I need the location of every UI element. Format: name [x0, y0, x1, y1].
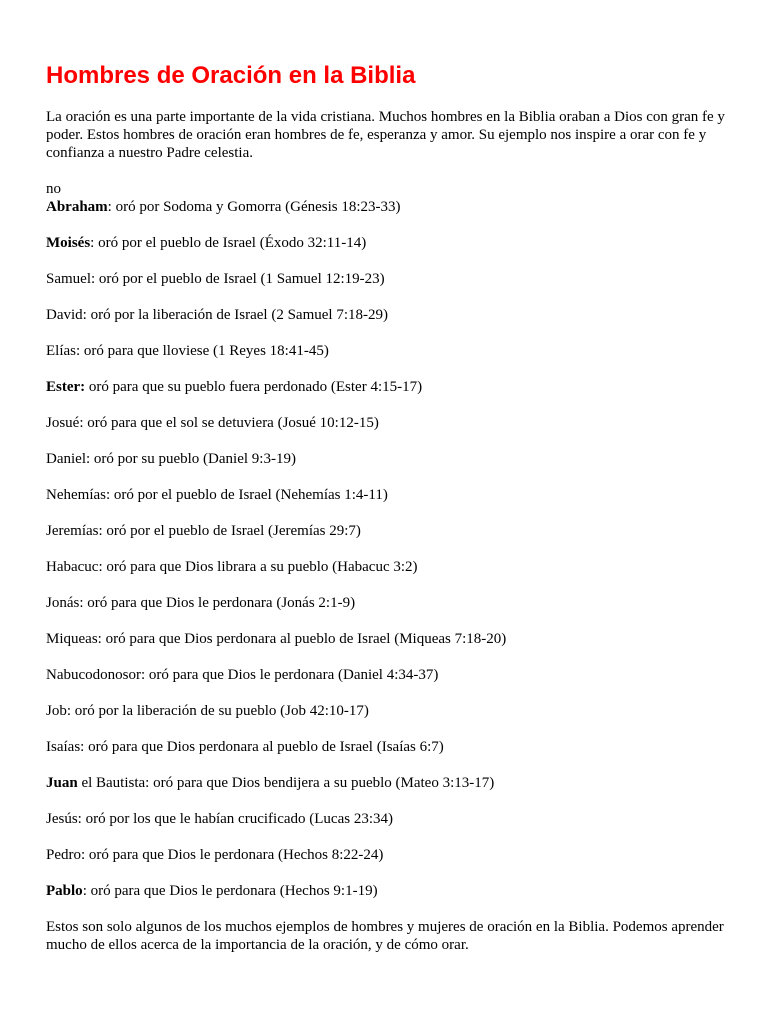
list-item [46, 666, 736, 684]
list-item [46, 702, 736, 720]
list-item [46, 306, 736, 324]
list-item [46, 882, 736, 900]
prayer-description: : oró para que Dios le perdonara (Hechos 9:1-19) [82, 883, 378, 899]
page-title: Hombres de Oración en la Biblia [46, 62, 416, 89]
person-name: Pablo [46, 883, 83, 899]
list-item [46, 630, 736, 648]
prayer-description: Nabucodonosor: oró para que Dios le perdonara (Daniel 4:34-37) [46, 667, 439, 683]
list-item [46, 810, 736, 828]
prayer-description: Josué: oró para que el sol se detuviera (Josué 10:12-15) [46, 415, 379, 431]
prayer-description: oró para que su pueblo fuera perdonado (Ester 4:15-17) [85, 379, 423, 395]
prayer-description: Elías: oró para que lloviese (1 Reyes 18:41-45) [46, 343, 329, 359]
prayer-description: el Bautista: oró para que Dios bendijera a su pueblo (Mateo 3:13-17) [77, 775, 495, 791]
prayer-list [46, 198, 736, 900]
person-name: Ester: [46, 379, 86, 395]
prayer-description: Jeremías: oró por el pueblo de Israel (Jeremías 29:7) [46, 523, 361, 539]
list-item [46, 558, 736, 576]
prayer-description: Isaías: oró para que Dios perdonara al pueblo de Israel (Isaías 6:7) [46, 739, 444, 755]
prayer-description: : oró por el pueblo de Israel (Éxodo 32:11-14) [90, 235, 367, 251]
list-item [46, 774, 736, 792]
list-item [46, 198, 736, 216]
list-item [46, 486, 736, 504]
list-item [46, 450, 736, 468]
prayer-description: : oró por Sodoma y Gomorra (Génesis 18:23-33) [107, 199, 401, 215]
prayer-description: David: oró por la liberación de Israel (2 Samuel 7:18-29) [46, 307, 388, 323]
prayer-description: Job: oró por la liberación de su pueblo (Job 42:10-17) [46, 703, 369, 719]
person-name: Juan [46, 775, 78, 791]
prayer-description: Habacuc: oró para que Dios librara a su pueblo (Habacuc 3:2) [46, 559, 418, 575]
document-page [46, 60, 736, 954]
list-item [46, 270, 736, 288]
prayer-description: Miqueas: oró para que Dios perdonara al pueblo de Israel (Miqueas 7:18-20) [46, 631, 507, 647]
list-item [46, 234, 736, 252]
list-item [46, 738, 736, 756]
person-name: Abraham [46, 199, 108, 215]
prayer-description: Jonás: oró para que Dios le perdonara (Jonás 2:1-9) [46, 595, 356, 611]
list-item [46, 594, 736, 612]
prayer-description: Nehemías: oró por el pueblo de Israel (Nehemías 1:4-11) [46, 487, 388, 503]
list-item [46, 522, 736, 540]
list-item [46, 846, 736, 864]
list-item [46, 342, 736, 360]
list-item [46, 414, 736, 432]
person-name: Moisés [46, 235, 91, 251]
prayer-description: Pedro: oró para que Dios le perdonara (Hechos 8:22-24) [46, 847, 384, 863]
stray-text: no [46, 181, 61, 197]
intro-paragraph: La oración es una parte importante de la vida cristiana. Muchos hombres en la Biblia oraban a Dios con gran fe y poder. Estos hombres de oración eran hombres de fe, esperanza y amor. Su ejemplo nos inspire a orar con fe y confianza a nuestro Padre celestia. [46, 109, 725, 161]
prayer-description: Daniel: oró por su pueblo (Daniel 9:3-19) [46, 451, 296, 467]
closing-paragraph: Estos son solo algunos de los muchos ejemplos de hombres y mujeres de oración en la Biblia. Podemos aprender mucho de ellos acerca de la importancia de la oración, y de cómo orar. [46, 919, 724, 953]
list-item [46, 378, 736, 396]
prayer-description: Jesús: oró por los que le habían crucificado (Lucas 23:34) [46, 811, 393, 827]
prayer-description: Samuel: oró por el pueblo de Israel (1 Samuel 12:19-23) [46, 271, 385, 287]
